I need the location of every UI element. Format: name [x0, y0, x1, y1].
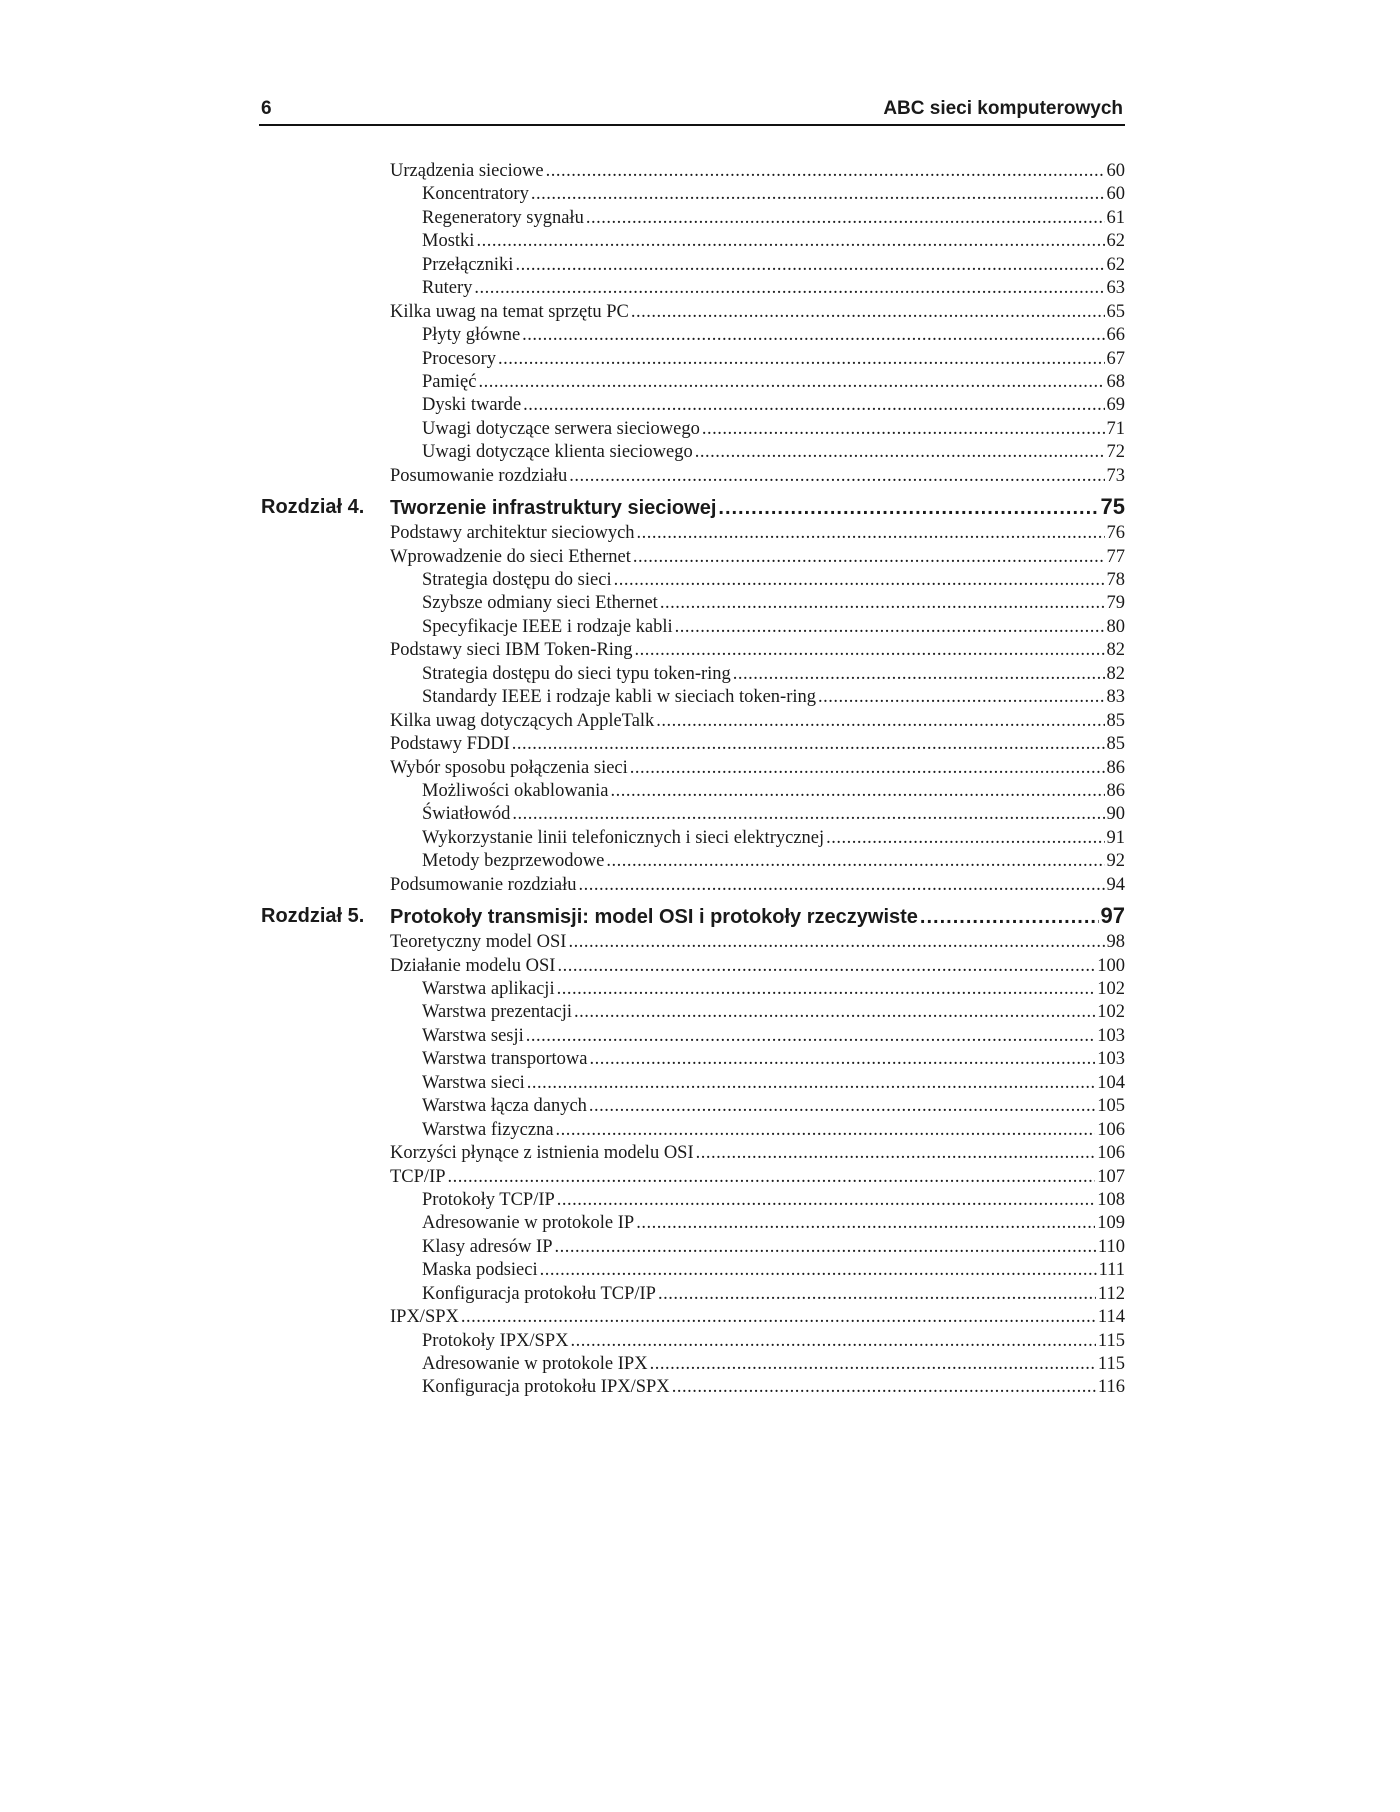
toc-page-number: 102: [1097, 979, 1125, 999]
toc-section-row: [259, 301, 1125, 324]
toc-entry-title: TCP/IP: [390, 1166, 446, 1187]
toc-page-number: 115: [1097, 1330, 1125, 1351]
toc-section-row: [259, 931, 1125, 954]
toc-entry-title: Możliwości okablowania: [422, 780, 609, 801]
toc-subsection-row: [259, 207, 1125, 230]
toc-subsection-row: [259, 1048, 1125, 1071]
dot-leader: [702, 418, 1105, 441]
dot-leader: [540, 1259, 1097, 1282]
toc-page-number: 69: [1106, 395, 1125, 416]
toc-entry-title: Strategia dostępu do sieci typu token-ring: [422, 663, 731, 684]
toc-entry-title: Przełączniki: [422, 254, 514, 275]
toc-entry-title: Uwagi dotyczące klienta sieciowego: [422, 442, 693, 463]
dot-leader: [589, 1095, 1095, 1118]
toc-subsection-row: [259, 1072, 1125, 1095]
toc-entry-title: Koncentratory: [422, 184, 529, 205]
page-number: 6: [261, 98, 272, 119]
toc-entry-title: Uwagi dotyczące serwera sieciowego: [422, 418, 700, 439]
toc-entry-title: Protokoły IPX/SPX: [422, 1330, 569, 1351]
toc-subsection-row: [259, 850, 1125, 873]
toc-page-number: 106: [1097, 1143, 1125, 1164]
toc-subsection-row: [259, 230, 1125, 253]
toc-section-row: [259, 1306, 1125, 1329]
toc-section-row: [259, 639, 1125, 662]
toc-page-number: 98: [1106, 932, 1125, 953]
toc-page-number: 86: [1106, 757, 1125, 778]
toc-page-number: 110: [1097, 1236, 1125, 1257]
dot-leader: [606, 850, 1104, 873]
toc-subsection-row: [259, 803, 1125, 826]
toc-subsection-row: [259, 1025, 1125, 1048]
toc-entry-title: Płyty główne: [422, 325, 521, 346]
toc-subsection-row: [259, 780, 1125, 803]
toc-page-number: 75: [1100, 494, 1125, 520]
toc-page-number: 91: [1106, 827, 1125, 848]
toc-subsection-row: [259, 324, 1125, 347]
toc-subsection-row: [259, 1095, 1125, 1118]
toc-subsection-row: [259, 418, 1125, 441]
toc-page-number: 106: [1097, 1119, 1125, 1140]
toc-entry-title: Protokoły TCP/IP: [422, 1189, 555, 1210]
dot-leader: [695, 441, 1105, 464]
toc-page-number: 103: [1097, 1049, 1125, 1070]
toc-entry-title: Warstwa sieci: [422, 1072, 525, 1093]
dot-leader: [636, 1212, 1095, 1235]
toc-section-row: [259, 160, 1125, 183]
toc-subsection-row: [259, 686, 1125, 709]
toc-page-number: 103: [1097, 1025, 1125, 1046]
toc-subsection-row: [259, 277, 1125, 300]
toc-entry-title: Wprowadzenie do sieci Ethernet: [390, 546, 631, 567]
dot-leader: [571, 1330, 1096, 1353]
toc-entry-title: Klasy adresów IP: [422, 1236, 553, 1257]
dot-leader: [633, 546, 1105, 569]
toc-entry-title: Regeneratory sygnału: [422, 207, 584, 228]
toc-page-number: 78: [1106, 570, 1125, 590]
toc-entry-title: Podstawy FDDI: [390, 734, 510, 755]
dot-leader: [526, 1025, 1095, 1048]
toc-entry-title: Podstawy architektur sieciowych: [390, 523, 635, 544]
toc-entry-title: Procesory: [422, 348, 496, 369]
toc-page-number: 80: [1106, 616, 1125, 637]
toc-subsection-row: [259, 371, 1125, 394]
toc-entry-title: Posumowanie rozdziału: [390, 465, 568, 486]
toc-section-row: [259, 874, 1125, 897]
toc-page-number: 102: [1097, 1002, 1125, 1023]
toc-page-number: 90: [1106, 804, 1125, 825]
toc-subsection-row: [259, 1119, 1125, 1142]
table-of-contents: [259, 160, 1125, 1400]
chapter-title: Tworzenie infrastruktury sieciowej: [390, 497, 717, 520]
toc-entry-title: Światłowód: [422, 804, 511, 825]
toc-subsection-row: [259, 1283, 1125, 1306]
dot-leader: [476, 230, 1104, 253]
dot-leader: [523, 394, 1104, 417]
toc-subsection-row: [259, 183, 1125, 206]
toc-page-number: 76: [1106, 523, 1125, 544]
toc-page-number: 72: [1106, 442, 1125, 463]
dot-leader: [637, 522, 1105, 545]
dot-leader: [611, 780, 1105, 803]
toc-entry-title: Wybór sposobu połączenia sieci: [390, 757, 628, 778]
toc-page-number: 86: [1106, 780, 1125, 801]
toc-page-number: 97: [1100, 903, 1125, 929]
dot-leader: [527, 1072, 1095, 1095]
dot-leader: [546, 160, 1105, 183]
toc-page-number: 82: [1106, 663, 1125, 684]
book-title: ABC sieci komputerowych: [883, 98, 1123, 119]
dot-leader: [555, 1236, 1096, 1259]
toc-page-number: 108: [1097, 1189, 1125, 1210]
dot-leader: [589, 1048, 1095, 1071]
toc-page-number: 107: [1097, 1166, 1125, 1187]
toc-entry-title: Mostki: [422, 231, 475, 252]
toc-subsection-row: [259, 1189, 1125, 1212]
toc-page-number: 82: [1106, 640, 1125, 661]
dot-leader: [658, 1283, 1096, 1306]
dot-leader: [569, 465, 1104, 488]
toc-entry-title: Maska podsieci: [422, 1260, 538, 1281]
dot-leader: [574, 1001, 1095, 1024]
toc-subsection-row: [259, 1212, 1125, 1235]
toc-page-number: 83: [1106, 687, 1125, 708]
toc-section-row: [259, 710, 1125, 733]
dot-leader: [498, 348, 1105, 371]
dot-leader: [650, 1353, 1096, 1376]
toc-subsection-row: [259, 616, 1125, 639]
toc-entry-title: Działanie modelu OSI: [390, 955, 556, 976]
toc-entry-title: Adresowanie w protokole IP: [422, 1213, 635, 1234]
dot-leader: [531, 183, 1105, 206]
toc-page-number: 116: [1097, 1377, 1125, 1398]
toc-subsection-row: [259, 663, 1125, 686]
dot-leader: [656, 710, 1104, 733]
toc-entry-title: Strategia dostępu do sieci: [422, 570, 612, 590]
dot-leader: [478, 371, 1104, 394]
toc-entry-title: Kilka uwag dotyczących AppleTalk: [390, 710, 655, 731]
dot-leader: [474, 277, 1104, 300]
toc-entry-title: Korzyści płynące z istnienia modelu OSI: [390, 1143, 694, 1164]
toc-entry-title: Teoretyczny model OSI: [390, 932, 567, 953]
toc-page-number: 85: [1106, 734, 1125, 755]
toc-entry-title: Warstwa łącza danych: [422, 1096, 587, 1117]
toc-page-number: 77: [1106, 546, 1125, 567]
dot-leader: [568, 931, 1104, 954]
toc-page-number: 62: [1106, 254, 1125, 275]
toc-section-row: [259, 522, 1125, 545]
toc-entry-title: IPX/SPX: [390, 1307, 459, 1328]
toc-subsection-row: [259, 1236, 1125, 1259]
toc-section-row: [259, 1166, 1125, 1189]
toc-entry-title: Dyski twarde: [422, 395, 522, 416]
toc-entry-title: Warstwa fizyczna: [422, 1119, 554, 1140]
dot-leader: [614, 569, 1105, 592]
toc-subsection-row: [259, 569, 1125, 592]
toc-entry-title: Wykorzystanie linii telefonicznych i sieci elektrycznej: [422, 827, 825, 848]
toc-subsection-row: [259, 592, 1125, 615]
dot-leader: [675, 616, 1105, 639]
dot-leader: [557, 1189, 1095, 1212]
toc-page-number: 67: [1106, 348, 1125, 369]
toc-page-number: 63: [1106, 278, 1125, 299]
dot-leader: [515, 254, 1104, 277]
dot-leader: [461, 1306, 1096, 1329]
toc-page-number: 92: [1106, 851, 1125, 872]
toc-subsection-row: [259, 1376, 1125, 1399]
dot-leader: [920, 902, 1099, 932]
toc-page-number: 104: [1097, 1072, 1125, 1093]
dot-leader: [718, 493, 1098, 523]
chapter-title: Protokoły transmisji: model OSI i protokoły rzeczywiste: [390, 906, 918, 929]
toc-page-number: 68: [1106, 371, 1125, 392]
toc-subsection-row: [259, 1001, 1125, 1024]
dot-leader: [557, 955, 1095, 978]
chapter-row: [259, 492, 1125, 522]
chapter-number: Rozdział 5.: [261, 905, 365, 928]
toc-page-number: 71: [1106, 418, 1125, 439]
toc-subsection-row: [259, 394, 1125, 417]
dot-leader: [634, 639, 1104, 662]
toc-section-row: [259, 465, 1125, 488]
toc-page-number: 62: [1106, 231, 1125, 252]
dot-leader: [512, 733, 1105, 756]
toc-page-number: 109: [1097, 1213, 1125, 1234]
toc-entry-title: Urządzenia sieciowe: [390, 161, 544, 181]
dot-leader: [557, 978, 1096, 1001]
toc-subsection-row: [259, 1330, 1125, 1353]
chapter-row: [259, 901, 1125, 931]
running-header: [259, 94, 1125, 126]
toc-entry-title: Warstwa prezentacji: [422, 1002, 573, 1023]
toc-page-number: 66: [1106, 325, 1125, 346]
dot-leader: [512, 803, 1104, 826]
chapter-number: Rozdział 4.: [261, 496, 365, 519]
toc-page-number: 73: [1106, 465, 1125, 486]
toc-page-number: 60: [1106, 161, 1125, 181]
toc-page-number: 94: [1106, 874, 1125, 895]
toc-page-number: 60: [1106, 184, 1125, 205]
toc-entry-title: Podsumowanie rozdziału: [390, 874, 577, 895]
toc-subsection-row: [259, 441, 1125, 464]
toc-page-number: 85: [1106, 710, 1125, 731]
toc-subsection-row: [259, 254, 1125, 277]
toc-subsection-row: [259, 1353, 1125, 1376]
dot-leader: [448, 1166, 1096, 1189]
toc-section-row: [259, 955, 1125, 978]
toc-entry-title: Warstwa sesji: [422, 1025, 524, 1046]
toc-page-number: 111: [1098, 1260, 1125, 1281]
toc-page-number: 105: [1097, 1096, 1125, 1117]
toc-entry-title: Specyfikacje IEEE i rodzaje kabli: [422, 616, 673, 637]
toc-page-number: 79: [1106, 593, 1125, 614]
toc-entry-title: Warstwa transportowa: [422, 1049, 588, 1070]
toc-entry-title: Adresowanie w protokole IPX: [422, 1354, 648, 1374]
toc-entry-title: Konfiguracja protokołu IPX/SPX: [422, 1377, 670, 1398]
toc-entry-title: Standardy IEEE i rodzaje kabli w sieciach token-ring: [422, 687, 817, 708]
toc-entry-title: Podstawy sieci IBM Token-Ring: [390, 640, 633, 661]
toc-entry-title: Metody bezprzewodowe: [422, 851, 605, 872]
dot-leader: [660, 592, 1105, 615]
dot-leader: [672, 1376, 1096, 1399]
toc-entry-title: Warstwa aplikacji: [422, 979, 555, 999]
toc-page-number: 115: [1097, 1354, 1125, 1374]
toc-subsection-row: [259, 827, 1125, 850]
toc-subsection-row: [259, 348, 1125, 371]
dot-leader: [826, 827, 1104, 850]
dot-leader: [631, 301, 1105, 324]
toc-section-row: [259, 1142, 1125, 1165]
dot-leader: [630, 757, 1105, 780]
dot-leader: [586, 207, 1105, 230]
dot-leader: [556, 1119, 1096, 1142]
toc-entry-title: Szybsze odmiany sieci Ethernet: [422, 593, 658, 614]
toc-entry-title: Rutery: [422, 278, 473, 299]
toc-page-number: 65: [1106, 301, 1125, 322]
toc-page-number: 61: [1106, 207, 1125, 228]
toc-section-row: [259, 546, 1125, 569]
dot-leader: [733, 663, 1105, 686]
toc-section-row: [259, 757, 1125, 780]
dot-leader: [696, 1142, 1096, 1165]
toc-subsection-row: [259, 978, 1125, 1001]
dot-leader: [818, 686, 1104, 709]
toc-page-number: 112: [1097, 1283, 1125, 1304]
toc-subsection-row: [259, 1259, 1125, 1282]
toc-section-row: [259, 733, 1125, 756]
dot-leader: [579, 874, 1105, 897]
toc-page-number: 100: [1097, 955, 1125, 976]
toc-entry-title: Kilka uwag na temat sprzętu PC: [390, 301, 629, 322]
dot-leader: [522, 324, 1104, 347]
toc-entry-title: Konfiguracja protokołu TCP/IP: [422, 1283, 656, 1304]
toc-entry-title: Pamięć: [422, 371, 477, 392]
toc-page-number: 114: [1097, 1307, 1125, 1328]
